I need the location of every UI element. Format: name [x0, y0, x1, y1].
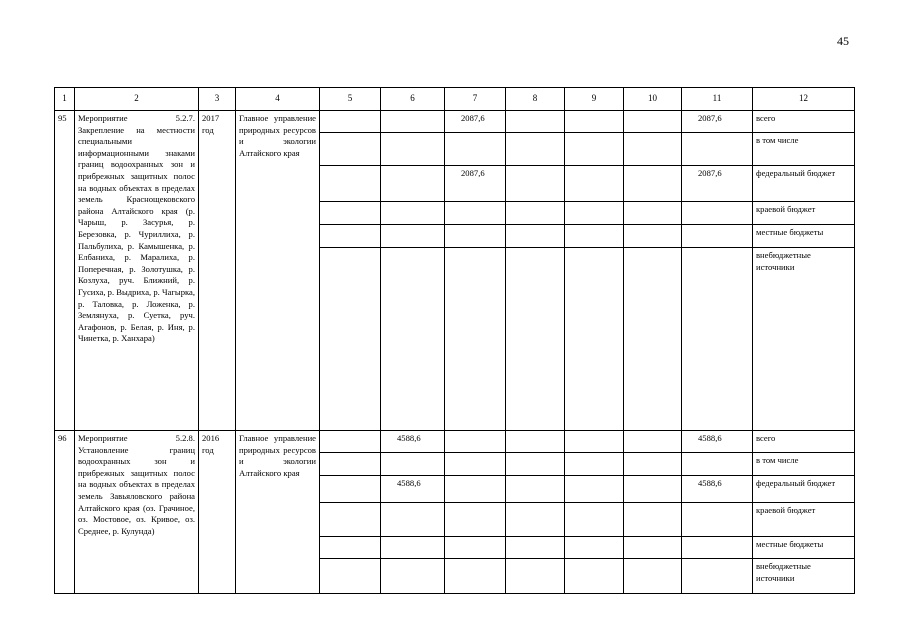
- amount-cell: [682, 248, 753, 431]
- funding-source: в том числе: [753, 453, 855, 476]
- funding-source: краевой бюджет: [753, 503, 855, 537]
- amount-cell: [381, 537, 445, 559]
- row-number: 95: [55, 111, 75, 431]
- amount-cell: [381, 166, 445, 202]
- amount-cell: [565, 133, 624, 166]
- header-cell: 12: [753, 88, 855, 111]
- amount-cell: [624, 537, 682, 559]
- amount-cell: [320, 225, 381, 248]
- amount-cell: [381, 133, 445, 166]
- amount-cell: 4588,6: [682, 476, 753, 503]
- funding-source: краевой бюджет: [753, 202, 855, 225]
- amount-cell: [506, 431, 565, 453]
- amount-cell: 4588,6: [682, 431, 753, 453]
- measure-executor: Главное управление природных ресурсов и экологии Алтайского края: [236, 431, 320, 594]
- funding-source: внебюджетные источники: [753, 559, 855, 594]
- amount-cell: [506, 537, 565, 559]
- amount-cell: [506, 202, 565, 225]
- amount-cell: [624, 453, 682, 476]
- header-cell: 9: [565, 88, 624, 111]
- amount-cell: [320, 202, 381, 225]
- amount-cell: [381, 111, 445, 133]
- amount-cell: [506, 248, 565, 431]
- amount-cell: [565, 225, 624, 248]
- amount-cell: [565, 431, 624, 453]
- amount-cell: [445, 559, 506, 594]
- amount-cell: 4588,6: [381, 476, 445, 503]
- amount-cell: [320, 453, 381, 476]
- amount-cell: [320, 248, 381, 431]
- amount-cell: [445, 537, 506, 559]
- header-cell: 10: [624, 88, 682, 111]
- funding-source: всего: [753, 431, 855, 453]
- header-cell: 6: [381, 88, 445, 111]
- amount-cell: [445, 133, 506, 166]
- amount-cell: [624, 202, 682, 225]
- amount-cell: [624, 166, 682, 202]
- header-cell: 2: [75, 88, 199, 111]
- amount-cell: [445, 476, 506, 503]
- amount-cell: [565, 248, 624, 431]
- amount-cell: [320, 559, 381, 594]
- funding-source: местные бюджеты: [753, 537, 855, 559]
- amount-cell: [565, 166, 624, 202]
- row-number: 96: [55, 431, 75, 594]
- amount-cell: [682, 225, 753, 248]
- amount-cell: [506, 476, 565, 503]
- amount-cell: [682, 559, 753, 594]
- header-cell: 7: [445, 88, 506, 111]
- amount-cell: [682, 453, 753, 476]
- table-row: [55, 111, 855, 133]
- funding-source: в том числе: [753, 133, 855, 166]
- amount-cell: [381, 503, 445, 537]
- funding-source: местные бюджеты: [753, 225, 855, 248]
- amount-cell: [682, 537, 753, 559]
- amount-cell: [506, 453, 565, 476]
- header-cell: 5: [320, 88, 381, 111]
- amount-cell: [624, 431, 682, 453]
- amount-cell: [506, 503, 565, 537]
- amount-cell: [506, 111, 565, 133]
- amount-cell: [624, 225, 682, 248]
- amount-cell: [320, 431, 381, 453]
- funding-source: внебюджетные источники: [753, 248, 855, 431]
- amount-cell: [565, 202, 624, 225]
- measure-description: Мероприятие 5.2.7. Закрепление на местности специальными информационными знаками границ водоохранных зон и прибрежных защитных полос на водных объектах в пределах земель Краснощековского района Алтайского края (р. Чарыш, р. Засурья, р. Березовка, р. Чуриллиха, р. Пальбулиха, р. Камышенка, р. Елбаниха, р. Маралиха, р. Поперечная, р. Золотушка, р. Козлуха, руч. Ближний, р. Гусиха, р. Выдриха, р. Чагырка, р. Таловка, р. Ложенка, р. Землянуха, р. Суетка, руч. Агафонов, р. Белая, р. Иня, р. Чинетка, р. Ханхара): [75, 111, 199, 431]
- header-cell: 11: [682, 88, 753, 111]
- measure-year: 2017 год: [199, 111, 236, 431]
- amount-cell: [445, 503, 506, 537]
- amount-cell: [682, 133, 753, 166]
- amount-cell: [506, 166, 565, 202]
- measure-year: 2016 год: [199, 431, 236, 594]
- program-table: [54, 87, 855, 594]
- amount-cell: [445, 225, 506, 248]
- amount-cell: [624, 559, 682, 594]
- amount-cell: 4588,6: [381, 431, 445, 453]
- amount-cell: [624, 503, 682, 537]
- amount-cell: [320, 111, 381, 133]
- amount-cell: [381, 225, 445, 248]
- amount-cell: 2087,6: [445, 166, 506, 202]
- amount-cell: [565, 537, 624, 559]
- header-row: [55, 88, 855, 111]
- amount-cell: 2087,6: [445, 111, 506, 133]
- amount-cell: [565, 503, 624, 537]
- amount-cell: [682, 503, 753, 537]
- amount-cell: [682, 202, 753, 225]
- amount-cell: [381, 453, 445, 476]
- amount-cell: [565, 559, 624, 594]
- page-number: 45: [837, 34, 849, 48]
- amount-cell: [445, 248, 506, 431]
- header-cell: 8: [506, 88, 565, 111]
- amount-cell: [624, 133, 682, 166]
- amount-cell: [381, 248, 445, 431]
- amount-cell: [565, 453, 624, 476]
- amount-cell: [506, 225, 565, 248]
- amount-cell: [320, 476, 381, 503]
- amount-cell: [506, 559, 565, 594]
- table-row: [55, 431, 855, 453]
- amount-cell: [565, 476, 624, 503]
- amount-cell: [320, 537, 381, 559]
- header-cell: 4: [236, 88, 320, 111]
- amount-cell: [445, 431, 506, 453]
- header-cell: 1: [55, 88, 75, 111]
- amount-cell: 2087,6: [682, 166, 753, 202]
- amount-cell: [565, 111, 624, 133]
- amount-cell: [445, 453, 506, 476]
- funding-source: федеральный бюджет: [753, 166, 855, 202]
- amount-cell: [320, 133, 381, 166]
- amount-cell: [445, 202, 506, 225]
- header-cell: 3: [199, 88, 236, 111]
- amount-cell: [381, 202, 445, 225]
- funding-source: федеральный бюджет: [753, 476, 855, 503]
- measure-executor: Главное управление природных ресурсов и экологии Алтайского края: [236, 111, 320, 431]
- amount-cell: 2087,6: [682, 111, 753, 133]
- amount-cell: [624, 248, 682, 431]
- amount-cell: [320, 503, 381, 537]
- amount-cell: [624, 111, 682, 133]
- amount-cell: [320, 166, 381, 202]
- funding-source: всего: [753, 111, 855, 133]
- amount-cell: [624, 476, 682, 503]
- measure-description: Мероприятие 5.2.8. Установление границ водоохранных зон и прибрежных защитных полос на водных объектах в пределах земель Завьяловского района Алтайского края (оз. Грачиное, оз. Мостовое, оз. Кривое, оз. Среднее, р. Кулунда): [75, 431, 199, 594]
- amount-cell: [506, 133, 565, 166]
- amount-cell: [381, 559, 445, 594]
